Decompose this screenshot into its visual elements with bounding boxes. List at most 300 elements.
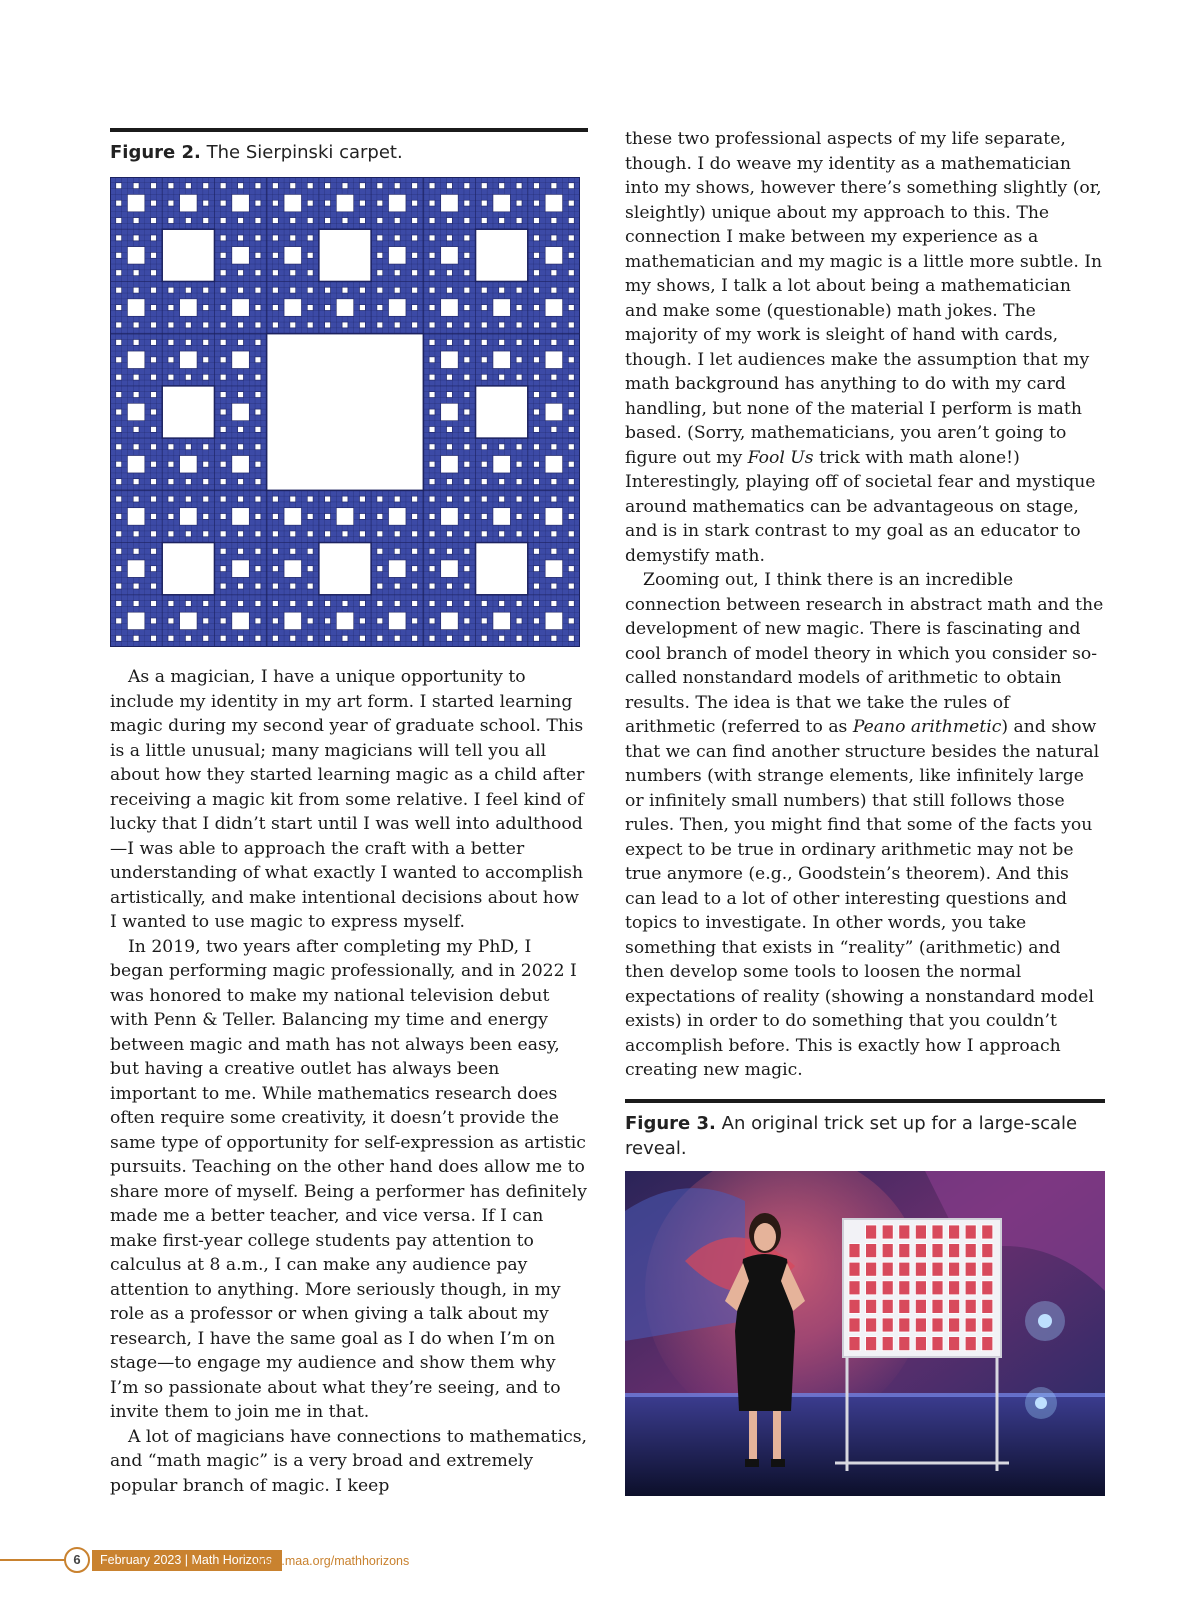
carpet-hole [394, 183, 400, 189]
carpet-hole [464, 601, 470, 607]
carpet-hole [534, 479, 540, 485]
carpet-hole [429, 444, 435, 450]
carpet-hole [220, 461, 226, 467]
carpet-hole [481, 514, 487, 520]
carpet-hole [464, 287, 470, 293]
carpet-hole [151, 461, 157, 467]
carpet-hole [516, 531, 522, 537]
carpet-hole [307, 531, 313, 537]
carpet-hole [429, 339, 435, 345]
carpet-hole [377, 305, 383, 311]
carpet-hole [551, 427, 557, 433]
carpet-hole [464, 496, 470, 502]
carpet-hole [534, 357, 540, 363]
carpet-hole [325, 183, 331, 189]
carpet-hole [394, 270, 400, 276]
carpet-hole [307, 496, 313, 502]
carpet-hole [360, 322, 366, 328]
carpet-hole [116, 566, 122, 572]
carpet-hole [377, 287, 383, 293]
carpet-hole [534, 392, 540, 398]
playing-card [965, 1336, 976, 1350]
carpet-hole [429, 252, 435, 258]
carpet-hole [412, 548, 418, 554]
carpet-hole [534, 531, 540, 537]
carpet-hole [307, 305, 313, 311]
carpet-hole [116, 427, 122, 433]
carpet-hole [220, 409, 226, 415]
carpet-hole [255, 409, 261, 415]
carpet-hole [545, 456, 562, 473]
carpet-hole [290, 322, 296, 328]
carpet-hole [232, 247, 249, 264]
carpet-hole [151, 601, 157, 607]
carpet-hole [220, 252, 226, 258]
carpet-hole [307, 514, 313, 520]
carpet-hole [307, 235, 313, 241]
carpet-hole [534, 252, 540, 258]
playing-card [849, 1262, 860, 1276]
carpet-hole [151, 374, 157, 380]
carpet-hole [464, 305, 470, 311]
carpet-hole [255, 566, 261, 572]
carpet-hole [255, 444, 261, 450]
carpet-hole [232, 194, 249, 211]
carpet-hole [255, 601, 261, 607]
carpet-hole [180, 194, 197, 211]
carpet-hole [325, 635, 331, 641]
carpet-hole [133, 218, 139, 224]
carpet-hole [185, 218, 191, 224]
playing-card [899, 1318, 910, 1332]
carpet-hole [377, 252, 383, 258]
carpet-hole [568, 252, 574, 258]
footer-url[interactable]: www.maa.org/mathhorizons [255, 1554, 410, 1568]
carpet-hole [255, 339, 261, 345]
carpet-hole [534, 496, 540, 502]
carpet-hole [307, 218, 313, 224]
carpet-hole [203, 357, 209, 363]
carpet-hole [290, 601, 296, 607]
carpet-hole [127, 403, 144, 420]
carpet-hole [238, 531, 244, 537]
carpet-hole [377, 548, 383, 554]
carpet-hole [429, 235, 435, 241]
carpet-hole [116, 601, 122, 607]
carpet-hole [481, 357, 487, 363]
carpet-hole [481, 496, 487, 502]
carpet-hole [220, 339, 226, 345]
playing-card [965, 1262, 976, 1276]
carpet-hole [220, 427, 226, 433]
carpet-hole [412, 531, 418, 537]
carpet-hole [325, 322, 331, 328]
carpet-hole [255, 322, 261, 328]
carpet-hole [551, 601, 557, 607]
carpet-hole [394, 635, 400, 641]
carpet-hole [464, 252, 470, 258]
carpet-hole [429, 392, 435, 398]
text-run: Zooming out, I think there is an incredible connection between research in abstract math and the development of new magic. There is fascinating and cool branch of model theory in which you consider so-called nonstandard models of arithmetic to obtain results. The idea is that we take the rules of arithmetic (referred to as [625, 570, 1104, 737]
carpet-hole [429, 409, 435, 415]
playing-card [882, 1225, 893, 1239]
carpet-hole [516, 305, 522, 311]
carpet-hole [551, 583, 557, 589]
carpet-hole [499, 218, 505, 224]
carpet-hole [133, 322, 139, 328]
carpet-hole [319, 543, 371, 595]
carpet-hole [290, 183, 296, 189]
carpet-hole [412, 514, 418, 520]
playing-card [849, 1280, 860, 1294]
carpet-hole [476, 229, 528, 281]
playing-card [866, 1225, 877, 1239]
carpet-hole [272, 218, 278, 224]
carpet-hole [168, 514, 174, 520]
carpet-hole [116, 322, 122, 328]
carpet-hole [481, 287, 487, 293]
carpet-hole [464, 183, 470, 189]
carpet-hole [429, 479, 435, 485]
carpet-hole [116, 409, 122, 415]
carpet-hole [377, 601, 383, 607]
carpet-hole [168, 287, 174, 293]
carpet-hole [568, 235, 574, 241]
carpet-hole [127, 247, 144, 264]
carpet-hole [568, 514, 574, 520]
carpet-hole [568, 392, 574, 398]
carpet-hole [116, 374, 122, 380]
carpet-hole [534, 409, 540, 415]
carpet-hole [551, 496, 557, 502]
carpet-hole [447, 339, 453, 345]
carpet-hole [220, 566, 226, 572]
carpet-hole [516, 479, 522, 485]
carpet-hole [255, 635, 261, 641]
carpet-hole [168, 496, 174, 502]
carpet-hole [534, 618, 540, 624]
carpet-hole [429, 374, 435, 380]
carpet-hole [255, 583, 261, 589]
playing-card [915, 1280, 926, 1294]
carpet-hole [464, 409, 470, 415]
carpet-hole [551, 218, 557, 224]
carpet-hole [151, 183, 157, 189]
carpet-hole [116, 252, 122, 258]
carpet-hole [284, 560, 301, 577]
carpet-hole [116, 287, 122, 293]
carpet-hole [232, 351, 249, 368]
left-column [110, 128, 588, 1498]
carpet-hole [429, 548, 435, 554]
figure-3-rule [625, 1099, 1105, 1103]
carpet-hole [429, 270, 435, 276]
carpet-hole [534, 183, 540, 189]
carpet-hole [133, 235, 139, 241]
carpet-hole [185, 183, 191, 189]
carpet-hole [464, 322, 470, 328]
playing-card [899, 1262, 910, 1276]
playing-card [866, 1280, 877, 1294]
carpet-hole [493, 194, 510, 211]
carpet-hole [342, 287, 348, 293]
carpet-hole [127, 456, 144, 473]
carpet-hole [185, 287, 191, 293]
carpet-hole [162, 386, 214, 438]
playing-card [915, 1225, 926, 1239]
carpet-hole [441, 508, 458, 525]
issue-label: February 2023 | Math Horizons [92, 1550, 282, 1571]
carpet-hole [481, 461, 487, 467]
carpet-hole [255, 252, 261, 258]
carpet-hole [116, 270, 122, 276]
carpet-hole [389, 508, 406, 525]
carpet-hole [307, 183, 313, 189]
carpet-hole [568, 496, 574, 502]
carpet-hole [389, 247, 406, 264]
carpet-hole [238, 287, 244, 293]
playing-card [866, 1299, 877, 1313]
carpet-hole [133, 583, 139, 589]
stage-light-glow [1025, 1387, 1057, 1419]
playing-card [982, 1262, 993, 1276]
carpet-hole [447, 427, 453, 433]
playing-card [866, 1318, 877, 1332]
playing-card [982, 1243, 993, 1257]
carpet-hole [568, 479, 574, 485]
carpet-hole [447, 183, 453, 189]
sierpinski-carpet-figure [110, 177, 580, 647]
figure-3-caption [625, 1111, 1105, 1161]
carpet-hole [307, 601, 313, 607]
playing-card [965, 1318, 976, 1332]
carpet-hole [464, 444, 470, 450]
carpet-hole [238, 339, 244, 345]
carpet-hole [516, 635, 522, 641]
carpet-hole [325, 531, 331, 537]
carpet-hole [180, 299, 197, 316]
carpet-hole [116, 183, 122, 189]
carpet-hole [255, 479, 261, 485]
paragraph: As a magician, I have a unique opportunity to include my identity in my art form. I started learning magic during my second year of graduate school. This is a little unusual; many magicians will tell you all about how they started learning magic as a child after receiving a magic kit from some relative. I feel kind of lucky that I didn’t start until I was well into adulthood—I was able to approach the craft with a better understanding of what exactly I wanted to accomplish artistically, and make intentional decisions about how I wanted to use magic to express myself. [110, 667, 585, 932]
carpet-hole [499, 287, 505, 293]
carpet-hole [325, 496, 331, 502]
stage-photo [625, 1171, 1105, 1496]
playing-card [932, 1318, 943, 1332]
carpet-hole [499, 444, 505, 450]
stage-light-glow [1025, 1301, 1065, 1341]
carpet-hole [185, 601, 191, 607]
playing-card [899, 1243, 910, 1257]
carpet-hole [116, 618, 122, 624]
carpet-hole [493, 508, 510, 525]
playing-card [982, 1318, 993, 1332]
footer-rule [0, 1559, 66, 1561]
carpet-hole [377, 270, 383, 276]
carpet-hole [168, 322, 174, 328]
carpet-hole [203, 531, 209, 537]
carpet-hole [481, 601, 487, 607]
carpet-hole [290, 270, 296, 276]
carpet-hole [133, 374, 139, 380]
figure-3-caption-text: An original trick set up for a large-scale reveal. [625, 1112, 1078, 1159]
carpet-hole [272, 287, 278, 293]
carpet-hole [290, 583, 296, 589]
carpet-hole [429, 496, 435, 502]
carpet-hole [203, 514, 209, 520]
carpet-hole [412, 496, 418, 502]
carpet-hole [447, 601, 453, 607]
carpet-hole [255, 200, 261, 206]
carpet-hole [203, 444, 209, 450]
carpet-hole [429, 357, 435, 363]
carpet-hole [168, 479, 174, 485]
carpet-hole [447, 548, 453, 554]
carpet-hole [272, 252, 278, 258]
carpet-hole [447, 635, 453, 641]
playing-card [932, 1336, 943, 1350]
carpet-hole [447, 392, 453, 398]
carpet-hole [551, 479, 557, 485]
carpet-hole [534, 339, 540, 345]
carpet-hole [568, 566, 574, 572]
carpet-hole [568, 218, 574, 224]
carpet-hole [464, 339, 470, 345]
sierpinski-carpet-image [110, 177, 580, 647]
carpet-hole [220, 479, 226, 485]
playing-card [866, 1243, 877, 1257]
playing-card [866, 1336, 877, 1350]
carpet-hole [360, 601, 366, 607]
carpet-hole [203, 287, 209, 293]
carpet-hole [429, 218, 435, 224]
carpet-hole [255, 287, 261, 293]
carpet-hole [151, 409, 157, 415]
carpet-hole [220, 357, 226, 363]
carpet-hole [464, 566, 470, 572]
carpet-hole [568, 357, 574, 363]
carpet-hole [185, 374, 191, 380]
carpet-hole [220, 496, 226, 502]
carpet-hole [232, 508, 249, 525]
playing-card [965, 1225, 976, 1239]
carpet-hole [568, 548, 574, 554]
carpet-hole [551, 339, 557, 345]
carpet-hole [319, 229, 371, 281]
carpet-hole [441, 194, 458, 211]
carpet-hole [545, 299, 562, 316]
carpet-hole [360, 287, 366, 293]
playing-card [915, 1243, 926, 1257]
carpet-hole [325, 514, 331, 520]
carpet-hole [464, 618, 470, 624]
playing-card [866, 1262, 877, 1276]
carpet-hole [481, 531, 487, 537]
carpet-hole [499, 496, 505, 502]
carpet-hole [342, 601, 348, 607]
carpet-hole [290, 635, 296, 641]
carpet-hole [534, 270, 540, 276]
playing-card [949, 1225, 960, 1239]
carpet-hole [412, 601, 418, 607]
playing-card [949, 1336, 960, 1350]
carpet-hole [360, 531, 366, 537]
carpet-hole [377, 566, 383, 572]
carpet-hole [360, 200, 366, 206]
carpet-hole [464, 270, 470, 276]
carpet-hole [151, 618, 157, 624]
carpet-hole [516, 444, 522, 450]
carpet-hole [447, 322, 453, 328]
carpet-hole [325, 618, 331, 624]
carpet-hole [377, 322, 383, 328]
carpet-hole [481, 183, 487, 189]
carpet-hole [185, 444, 191, 450]
carpet-hole [412, 183, 418, 189]
carpet-hole [534, 305, 540, 311]
text-run: ) and show that we can find another structure besides the natural numbers (with strange elements, like infinitely large or infinitely small numbers) that still follows those rules. Then, you might find that some of the facts you expect to be true in ordinary arithmetic may not be true anymore (e.g., Goodstein’s theorem). And this can lead to a lot of other interesting questions and topics to investigate. In other words, you take something that exists in “reality” (arithmetic) and then develop some tools to loosen the normal expectations of reality (showing a nonstandard model exists) in order to do something that you couldn’t accomplish before. This is exactly how I approach creating new magic. [625, 717, 1100, 1080]
carpet-hole [238, 183, 244, 189]
carpet-hole [342, 218, 348, 224]
carpet-hole [447, 374, 453, 380]
playing-card [965, 1299, 976, 1313]
carpet-hole [133, 531, 139, 537]
carpet-hole [493, 456, 510, 473]
carpet-hole [534, 374, 540, 380]
carpet-hole [255, 305, 261, 311]
playing-card [899, 1225, 910, 1239]
carpet-hole [481, 322, 487, 328]
carpet-hole [272, 235, 278, 241]
carpet-hole [336, 508, 353, 525]
carpet-hole [516, 339, 522, 345]
carpet-hole [255, 218, 261, 224]
carpet-hole [545, 612, 562, 629]
carpet-hole [185, 635, 191, 641]
paragraph [625, 127, 1105, 568]
carpet-hole [168, 461, 174, 467]
carpet-hole [377, 531, 383, 537]
carpet-hole [151, 583, 157, 589]
carpet-hole [551, 287, 557, 293]
carpet-hole [151, 252, 157, 258]
carpet-hole [162, 543, 214, 595]
playing-card [882, 1280, 893, 1294]
carpet-hole [441, 403, 458, 420]
carpet-hole [568, 305, 574, 311]
carpet-hole [151, 218, 157, 224]
carpet-hole [151, 270, 157, 276]
carpet-hole [272, 305, 278, 311]
carpet-hole [447, 270, 453, 276]
carpet-hole [290, 496, 296, 502]
carpet-hole [151, 287, 157, 293]
carpet-hole [255, 531, 261, 537]
carpet-hole [377, 496, 383, 502]
carpet-hole [481, 635, 487, 641]
carpet-hole [412, 566, 418, 572]
carpet-hole [290, 218, 296, 224]
carpet-hole [151, 357, 157, 363]
text-run: trick with math alone!) Interestingly, playing off of societal fear and mystique around mathematics can be advantageous on stage, and is in stark contrast to my goal as an educator to demystify math. [625, 447, 1096, 566]
carpet-hole [185, 496, 191, 502]
figure-2-caption-text: The Sierpinski carpet. [206, 142, 403, 163]
carpet-hole [429, 200, 435, 206]
carpet-hole [551, 183, 557, 189]
carpet-hole [464, 514, 470, 520]
carpet-hole [551, 374, 557, 380]
carpet-hole [203, 618, 209, 624]
